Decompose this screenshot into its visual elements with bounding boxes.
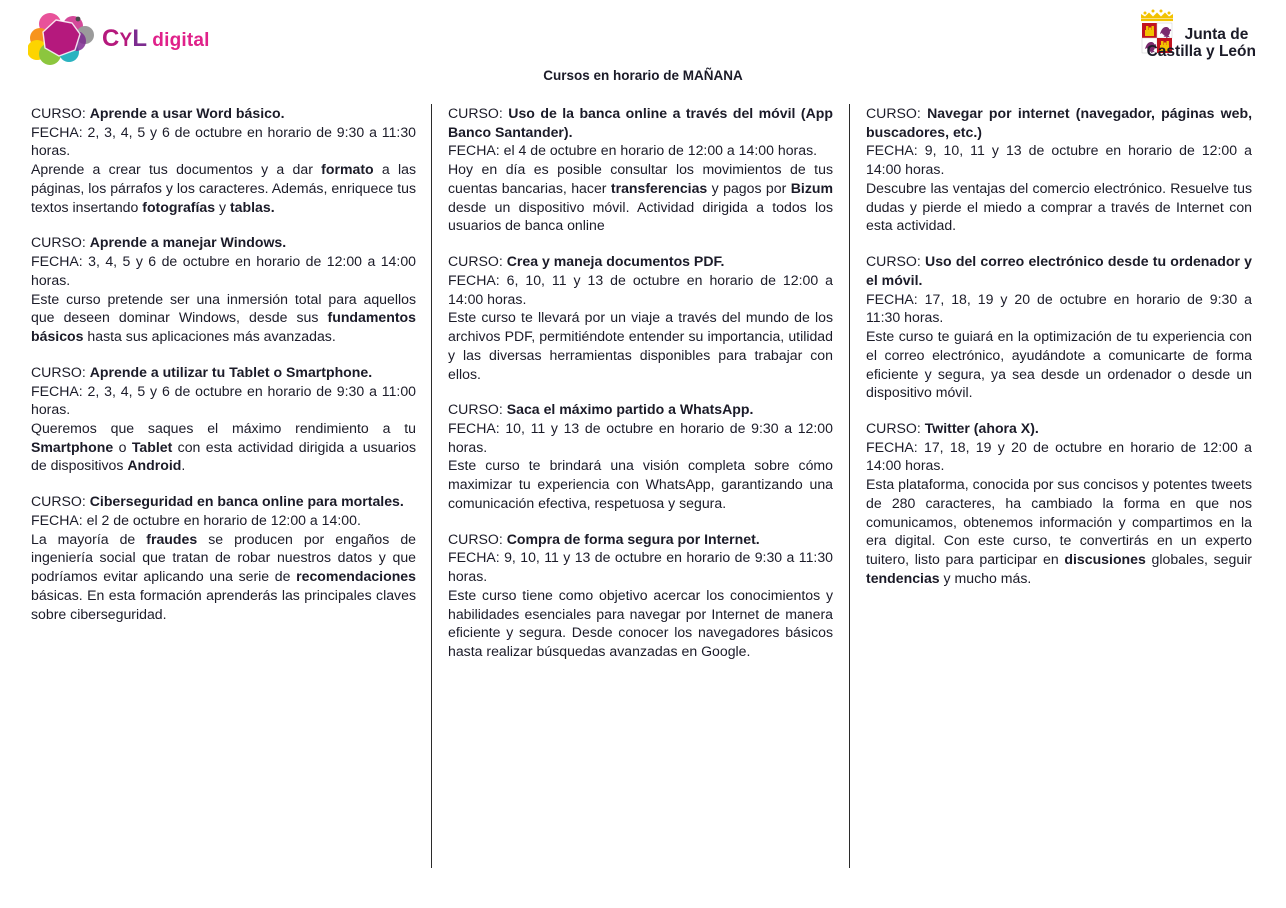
description-text: básicas. En esta formación aprenderás las principales claves sobre ciberseguridad. <box>31 586 416 622</box>
description-text: o <box>113 438 132 455</box>
description-text: . <box>181 457 186 474</box>
description-text: Aprende a crear tus documentos y a dar <box>31 161 322 178</box>
course-date: el 2 de octubre en horario de 12:00 a 14:00. <box>86 511 361 528</box>
course-date: 6, 10, 11 y 13 de octubre en horario de 12:00 a 14:00 horas. <box>448 271 833 307</box>
course-title: Saca el máximo partido a WhatsApp. <box>506 401 754 418</box>
course-description <box>448 456 833 512</box>
emphasis-text: formato <box>321 161 374 178</box>
course-title-line <box>448 530 833 549</box>
course-date: el 4 de octubre en horario de 12:00 a 14:00 horas. <box>503 142 818 159</box>
curso-label: CURSO: <box>31 234 90 251</box>
emphasis-text: Tablet <box>131 438 173 455</box>
fecha-label: FECHA: <box>448 420 506 437</box>
curso-label: CURSO: <box>448 530 507 547</box>
junta-castilla-leon-logo <box>1133 6 1256 74</box>
course-title-line <box>31 233 416 252</box>
course-description <box>448 160 833 235</box>
course-date-line <box>866 290 1252 327</box>
course-description <box>866 475 1252 587</box>
course-description <box>866 179 1252 235</box>
course-entry <box>866 252 1252 402</box>
emphasis-text: tendencias <box>866 569 940 586</box>
course-date: 9, 10, 11 y 13 de octubre en horario de 9:30 a 11:30 horas. <box>448 549 833 585</box>
course-date: 17, 18, 19 y 20 de octubre en horario de 12:00 a 14:00 horas. <box>866 438 1252 474</box>
course-date-line <box>448 548 833 585</box>
course-title-line <box>866 104 1252 141</box>
course-title: Navegar por internet (navegador, páginas web, buscadores, etc.) <box>866 105 1252 140</box>
course-date-line <box>448 419 833 456</box>
course-description <box>31 419 416 475</box>
description-text: y pagos por <box>707 179 791 196</box>
column-divider-1 <box>431 104 432 868</box>
course-entry <box>866 104 1252 235</box>
junta-logo-line2: Castilla y León <box>1146 43 1256 61</box>
course-columns <box>0 104 1286 894</box>
fecha-label: FECHA: <box>31 382 88 399</box>
fecha-label: FECHA: <box>866 142 925 159</box>
description-text: Este curso te brindará una visión completa sobre cómo maximizar tu experiencia con WhatsApp, garantizando una comunicación efectiva, respetuosa y segura. <box>448 457 833 511</box>
course-date: 17, 18, 19 y 20 de octubre en horario de 9:30 a 11:30 horas. <box>866 290 1252 326</box>
emphasis-text: Bizum <box>790 179 834 196</box>
logo-word-digital: digital <box>152 30 210 51</box>
course-entry <box>31 363 416 475</box>
course-column-2 <box>448 104 833 678</box>
page-title: Cursos en horario de MAÑANA <box>543 68 743 83</box>
course-date-line <box>31 123 416 160</box>
fecha-label: FECHA: <box>448 142 504 159</box>
course-column-3 <box>866 104 1252 605</box>
cyl-digital-logo <box>28 10 210 68</box>
curso-label: CURSO: <box>866 253 926 270</box>
column-divider-2 <box>849 104 850 868</box>
course-entry <box>448 400 833 512</box>
description-text: y mucho más. <box>939 569 1032 586</box>
course-title-line <box>866 252 1252 289</box>
description-text: se producen por engaños de ingeniería social que tratan de robar nuestros datos y que podríamos evitar aplicando una serie de <box>31 530 416 585</box>
course-description <box>448 308 833 383</box>
course-description <box>31 530 416 624</box>
description-text: Esta plataforma, conocida por sus concisos y potentes tweets de 280 caracteres, ha cambiado la forma en que nos comunicamos, obtenemos información y compartimos en la era digital. Con este curso, te convertirás en un experto tuitero, listo para participar en <box>866 476 1252 568</box>
course-date: 9, 10, 11 y 13 de octubre en horario de 12:00 a 14:00 horas. <box>866 142 1252 178</box>
emphasis-text: fundamentos básicos <box>31 309 416 345</box>
course-title-line <box>448 400 833 419</box>
course-description <box>31 160 416 216</box>
course-title: Aprende a utilizar tu Tablet o Smartphone. <box>89 363 373 380</box>
fecha-label: FECHA: <box>448 271 507 288</box>
description-text: con esta actividad dirigida a usuarios de dispositivos <box>31 438 417 474</box>
course-title-line <box>31 363 416 382</box>
course-date-line <box>31 511 416 530</box>
curso-label: CURSO: <box>448 105 509 121</box>
course-entry <box>31 233 416 345</box>
course-title: Compra de forma segura por Internet. <box>506 530 760 547</box>
fecha-label: FECHA: <box>31 123 88 140</box>
description-text: a las páginas, los párrafos y los caracteres. Además, enriquece tus textos insertando <box>31 161 416 215</box>
description-text: desde un dispositivo móvil. Actividad dirigida a todos los usuarios de banca online <box>448 198 833 234</box>
fecha-label: FECHA: <box>31 511 87 528</box>
course-date: 2, 3, 4, 5 y 6 de octubre en horario de 9:30 a 11:30 horas. <box>31 123 416 159</box>
course-title: Ciberseguridad en banca online para mortales. <box>89 493 404 510</box>
description-text: globales, seguir <box>1145 551 1252 568</box>
description-text: Descubre las ventajas del comercio electrónico. Resuelve tus dudas y pierde el miedo a comprar a través de Internet con esta actividad. <box>866 179 1252 234</box>
emphasis-text: discusiones <box>1064 551 1146 568</box>
curso-label: CURSO: <box>448 253 507 270</box>
logo-letter-c: C <box>102 25 120 52</box>
course-description <box>31 290 416 346</box>
description-text: Este curso te llevará por un viaje a través del mundo de los archivos PDF, permitiéndote entender su importancia, utilidad y las diversas herramientas disponibles para trabajar con ellos. <box>448 309 833 382</box>
emphasis-text: Android <box>127 457 182 474</box>
course-entry <box>448 104 833 235</box>
description-text: Este curso te guiará en la optimización de tu experiencia con el correo electrónico, ayudándote a comunicarte de forma eficiente y segura, ya sea desde un ordenador o desde un dispositivo móvil. <box>866 328 1252 401</box>
course-title: Uso de la banca online a través del móvil (App Banco Santander). <box>448 105 833 140</box>
description-text: y <box>215 198 230 215</box>
course-title-line <box>448 252 833 271</box>
curso-label: CURSO: <box>31 105 90 121</box>
description-text: Este curso tiene como objetivo acercar los conocimientos y habilidades esenciales para navegar por Internet de manera eficiente y segura. Desde conocer los navegadores básicos hasta realizar búsquedas avanzadas en Google. <box>448 586 833 660</box>
fecha-label: FECHA: <box>866 290 925 307</box>
logo-letter-l: L <box>132 25 148 52</box>
emphasis-text: transferencias <box>610 179 708 196</box>
fecha-label: FECHA: <box>448 549 505 566</box>
description-text: hasta sus aplicaciones más avanzadas. <box>83 328 336 345</box>
junta-logo-line1: Junta de <box>1184 26 1249 43</box>
course-description <box>448 586 833 661</box>
fecha-label: FECHA: <box>866 438 924 455</box>
logo-letter-y: Y <box>119 30 133 51</box>
description-text: Hoy en día es posible consultar los movimientos de tus cuentas bancarias, hacer <box>448 161 833 196</box>
curso-label: CURSO: <box>448 401 507 418</box>
course-date-line <box>448 271 833 308</box>
course-date-line <box>866 438 1252 475</box>
emphasis-text: fotografías <box>142 198 216 215</box>
emphasis-text: Smartphone <box>31 438 114 455</box>
course-title-line <box>31 104 416 123</box>
emphasis-text: fraudes <box>146 530 198 547</box>
curso-label: CURSO: <box>866 105 928 121</box>
course-date-line <box>448 141 833 160</box>
emphasis-text: tablas. <box>229 198 275 215</box>
cyl-digital-wordmark <box>102 25 210 53</box>
course-entry <box>448 530 833 661</box>
description-text: Queremos que saques el máximo rendimiento a tu <box>31 420 416 437</box>
document-header <box>0 0 1286 92</box>
course-entry <box>448 252 833 383</box>
course-title-line <box>866 419 1252 438</box>
course-date: 2, 3, 4, 5 y 6 de octubre en horario de 9:30 a 11:00 horas. <box>31 382 416 418</box>
course-entry <box>31 492 416 623</box>
fecha-label: FECHA: <box>31 253 89 270</box>
course-title: Crea y maneja documentos PDF. <box>506 253 725 270</box>
curso-label: CURSO: <box>866 420 925 437</box>
course-title: Uso del correo electrónico desde tu ordenador y el móvil. <box>866 253 1252 288</box>
course-date: 10, 11 y 13 de octubre en horario de 9:30 a 12:00 horas. <box>448 420 833 455</box>
course-title: Aprende a manejar Windows. <box>89 234 287 251</box>
course-entry <box>866 419 1252 588</box>
emphasis-text: recomendaciones <box>296 568 416 585</box>
course-date: 3, 4, 5 y 6 de octubre en horario de 12:00 a 14:00 horas. <box>31 253 416 288</box>
course-description <box>866 327 1252 402</box>
course-title-line <box>448 104 833 141</box>
cyl-digital-logo-icon <box>28 12 100 66</box>
course-title: Aprende a usar Word básico. <box>89 105 285 121</box>
description-text: Este curso pretende ser una inmersión total para aquellos que deseen dominar Windows, desde sus <box>31 290 416 326</box>
course-entry <box>31 104 416 216</box>
curso-label: CURSO: <box>31 363 90 380</box>
course-column-1 <box>31 104 416 640</box>
course-title: Twitter (ahora X). <box>924 420 1039 437</box>
course-date-line <box>31 382 416 419</box>
junta-logo-text <box>1146 26 1256 61</box>
description-text: La mayoría de <box>31 530 147 547</box>
course-date-line <box>866 141 1252 178</box>
course-title-line <box>31 492 416 511</box>
curso-label: CURSO: <box>31 493 90 510</box>
course-date-line <box>31 252 416 289</box>
